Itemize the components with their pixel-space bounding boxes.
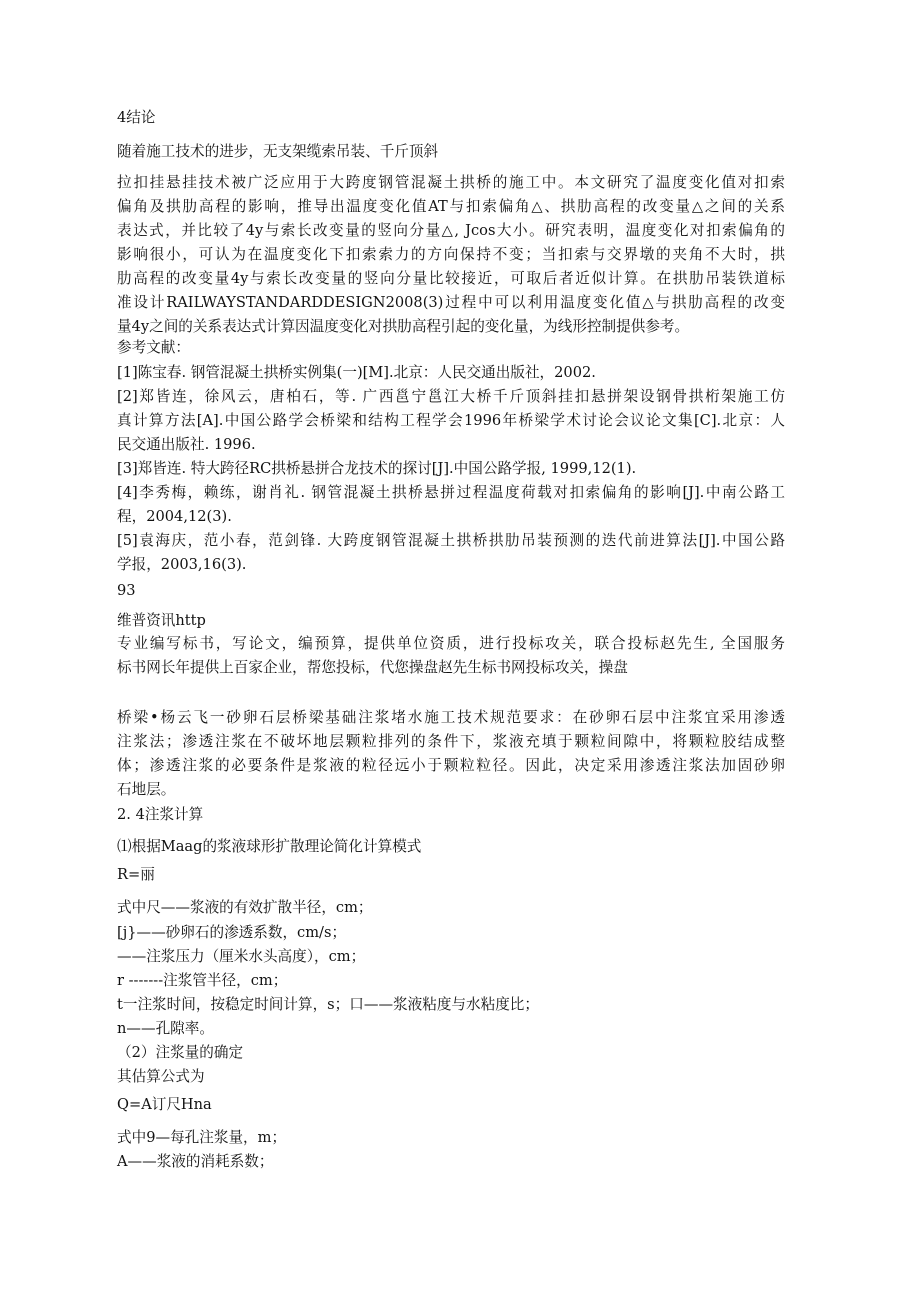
definition-line: n——孔隙率。	[117, 1020, 214, 1037]
reference-line: 真计算方法[A].中国公路学会桥梁和结构工程学会1996年桥梁学术讨论会议论文集[C].北京：人	[117, 412, 785, 429]
formula-1: R=丽	[117, 866, 155, 883]
definition-line: 式中9—每孔注浆量，m；	[117, 1129, 287, 1146]
reference-line: [3]郑皆连. 特大跨径RC拱桥悬拼合龙技术的探讨[J].中国公路学报, 1999,12(1).	[117, 460, 637, 477]
definition-line: t一注浆时间，按稳定时间计算，s；口——浆液粘度与水粘度比；	[117, 996, 539, 1013]
reference-line: 学报，2003,16(3).	[117, 556, 247, 573]
item2-title: （2）注浆量的确定	[117, 1044, 244, 1061]
conclusion-paragraph-line: 偏角及拱肋高程的影响，推导出温度变化值AT与扣索偏角△、拱肋高程的改变量△之间的关系	[117, 198, 785, 215]
conclusion-paragraph-line: 准设计RAILWAYSTANDARDDESIGN2008(3)过程中可以利用温度变化值△与拱肋高程的改变	[117, 294, 785, 311]
conclusion-paragraph-line: 拉扣挂悬挂技术被广泛应用于大跨度钢管混凝土拱桥的施工中。本文研究了温度变化值对扣索	[117, 174, 785, 191]
definition-line: ——注浆压力（厘米水头高度），cm；	[117, 948, 366, 965]
ad-line: 专业编写标书，写论文，编预算，提供单位资质，进行投标攻关，联合投标赵先生, 全国服务	[117, 635, 785, 652]
conclusion-paragraph-line: 表达式，并比较了4y与索长改变量的竖向分量△, Jcos大小。研究表明，温度变化对扣索偏角的	[117, 222, 785, 239]
conclusion-paragraph-line: 肋高程的改变量4y与索长改变量的竖向分量比较接近，可取后者近似计算。在拱肋吊装铁道标	[117, 270, 785, 287]
grouting-paragraph-line: 注浆法；渗透注浆在不破坏地层颗粒排列的条件下，浆液充填于颗粒间隙中，将颗粒胶结成整	[117, 733, 785, 750]
reference-line: 程，2004,12(3).	[117, 508, 232, 525]
ad-line: 标书网长年提供上百家企业，帮您投标，代您操盘赵先生标书网投标攻关，操盘	[117, 659, 628, 676]
conclusion-intro-line: 随着施工技术的进步，无支架缆索吊装、千斤顶斜	[117, 143, 439, 160]
reference-line: 民交通出版社. 1996.	[117, 436, 256, 453]
reference-line: [5]袁海庆，范小春，范剑锋. 大跨度钢管混凝土拱桥拱肋吊装预测的迭代前进算法[J].中国公路	[117, 532, 785, 549]
reference-line: [2]郑皆连，徐风云，唐柏石，等. 广西邕宁邕江大桥千斤顶斜挂扣悬拼架设钢骨拱桁架施工仿	[117, 388, 785, 405]
definition-line: 式中尺——浆液的有效扩散半径，cm；	[117, 899, 373, 916]
grouting-paragraph-line: 桥梁•杨云飞一砂卵石层桥梁基础注浆堵水施工技术规范要求：在砂卵石层中注浆宜采用渗透	[117, 709, 785, 726]
conclusion-heading: 4结论	[117, 109, 156, 126]
item1-title: ⑴根据Maag的浆液球形扩散理论简化计算模式	[117, 838, 422, 855]
definition-line: [j}——砂卵石的渗透系数，cm/s；	[117, 924, 347, 941]
definition-line: r -------注浆管半径，cm；	[117, 972, 288, 989]
definition-line: A——浆液的消耗系数；	[117, 1153, 274, 1170]
reference-line: [4]李秀梅，赖练，谢肖礼. 钢管混凝土拱桥悬拼过程温度荷载对扣索偏角的影响[J].中南公路工	[117, 484, 785, 501]
conclusion-paragraph-line: 量4y之间的关系表达式计算因温度变化对拱肋高程引起的变化量，为线形控制提供参考。	[117, 318, 690, 335]
grouting-paragraph-line: 石地层。	[117, 781, 176, 798]
ad-title: 维普资讯http	[117, 612, 206, 629]
conclusion-paragraph-line: 影响很小，可认为在温度变化下扣索索力的方向保持不变；当扣索与交界墩的夹角不大时，拱	[117, 246, 785, 263]
item2-intro: 其估算公式为	[117, 1068, 205, 1085]
grouting-paragraph-line: 体；渗透注浆的必要条件是浆液的粒径远小于颗粒粒径。因此，决定采用渗透注浆法加固砂卵	[117, 757, 785, 774]
page-number: 93	[117, 582, 136, 599]
references-heading: 参考文献：	[117, 339, 190, 356]
reference-line: [1]陈宝春. 钢管混凝土拱桥实例集(一)[M].北京：人民交通出版社，2002.	[117, 364, 596, 381]
grouting-subheading: 2. 4注浆计算	[117, 806, 204, 823]
formula-2: Q=A订尺Hna	[117, 1096, 212, 1113]
